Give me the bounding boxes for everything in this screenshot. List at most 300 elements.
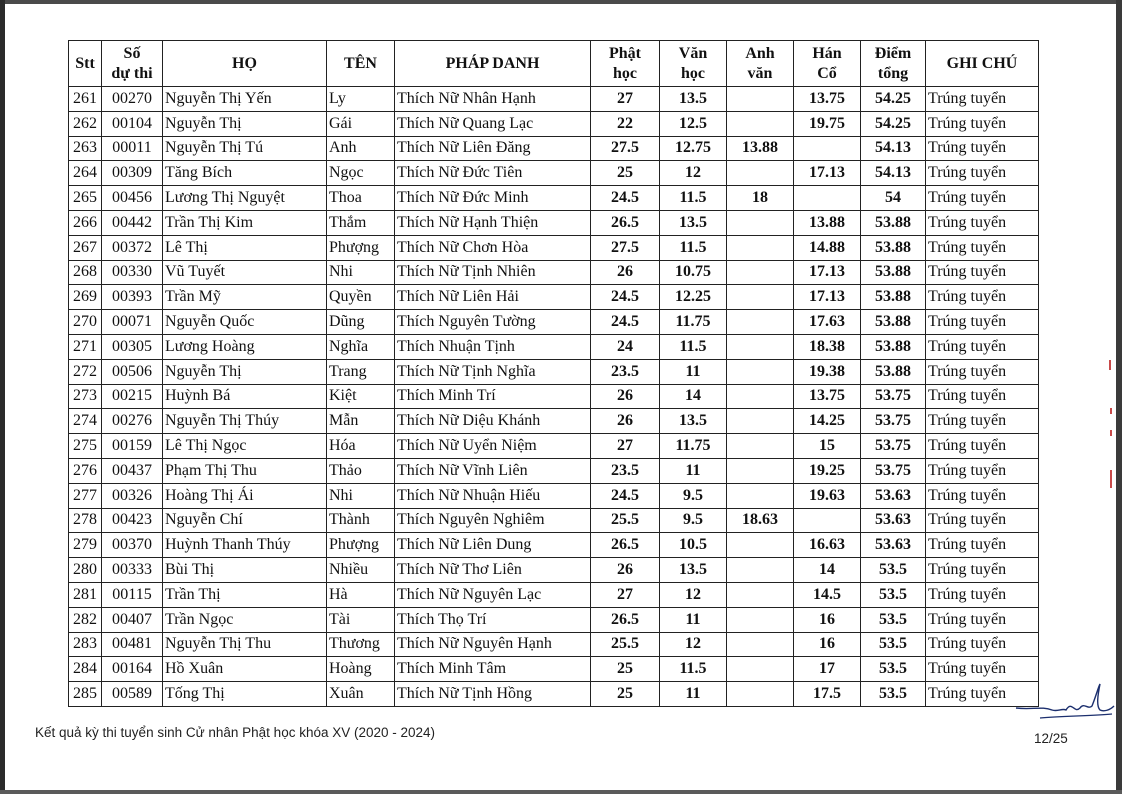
header-anh-van bbox=[727, 41, 794, 87]
cell-ten: Nhiều bbox=[327, 558, 395, 583]
cell-ho: Nguyễn Thị bbox=[163, 111, 327, 136]
cell-ghi-chu: Trúng tuyển bbox=[926, 458, 1039, 483]
cell-diem-tong: 54 bbox=[861, 186, 926, 211]
cell-van-hoc: 9.5 bbox=[660, 483, 727, 508]
cell-stt: 265 bbox=[69, 186, 102, 211]
cell-ho: Nguyễn Chí bbox=[163, 508, 327, 533]
cell-ghi-chu: Trúng tuyển bbox=[926, 186, 1039, 211]
cell-stt: 263 bbox=[69, 136, 102, 161]
cell-phap-danh: Thích Nữ Nguyên Lạc bbox=[395, 582, 591, 607]
cell-han-co: 18.38 bbox=[794, 334, 861, 359]
cell-ho: Hồ Xuân bbox=[163, 657, 327, 682]
cell-anh-van bbox=[727, 458, 794, 483]
cell-so-du-thi: 00104 bbox=[102, 111, 163, 136]
cell-han-co: 17 bbox=[794, 657, 861, 682]
cell-ghi-chu: Trúng tuyển bbox=[926, 235, 1039, 260]
cell-diem-tong: 54.13 bbox=[861, 161, 926, 186]
cell-ho: Trần Ngọc bbox=[163, 607, 327, 632]
cell-diem-tong: 53.63 bbox=[861, 533, 926, 558]
header-han-co bbox=[794, 41, 861, 87]
table-row bbox=[69, 186, 1039, 211]
cell-ten: Kiệt bbox=[327, 384, 395, 409]
cell-phat-hoc: 24.5 bbox=[591, 186, 660, 211]
cell-ten: Tài bbox=[327, 607, 395, 632]
table-header bbox=[69, 41, 1039, 87]
cell-han-co: 19.25 bbox=[794, 458, 861, 483]
cell-phap-danh: Thích Nữ Tịnh Nghĩa bbox=[395, 359, 591, 384]
header-stt-label: Stt bbox=[75, 54, 95, 72]
cell-han-co bbox=[794, 508, 861, 533]
cell-stt: 267 bbox=[69, 235, 102, 260]
cell-anh-van bbox=[727, 285, 794, 310]
header-phap-danh-label: PHÁP DANH bbox=[445, 54, 540, 72]
cell-anh-van: 18.63 bbox=[727, 508, 794, 533]
cell-phat-hoc: 26.5 bbox=[591, 533, 660, 558]
cell-ten: Ngọc bbox=[327, 161, 395, 186]
cell-van-hoc: 10.75 bbox=[660, 260, 727, 285]
cell-ho: Tăng Bích bbox=[163, 161, 327, 186]
cell-ten: Quyền bbox=[327, 285, 395, 310]
cell-so-du-thi: 00333 bbox=[102, 558, 163, 583]
cell-diem-tong: 53.75 bbox=[861, 458, 926, 483]
cell-phat-hoc: 25 bbox=[591, 657, 660, 682]
header-ten bbox=[327, 41, 395, 87]
table-row bbox=[69, 409, 1039, 434]
header-han-co-line1: Hán bbox=[812, 44, 842, 62]
cell-phap-danh: Thích Nữ Tịnh Nhiên bbox=[395, 260, 591, 285]
cell-phat-hoc: 27.5 bbox=[591, 235, 660, 260]
cell-ten: Anh bbox=[327, 136, 395, 161]
cell-so-du-thi: 00305 bbox=[102, 334, 163, 359]
header-ghi-chu bbox=[926, 41, 1039, 87]
cell-han-co: 14.25 bbox=[794, 409, 861, 434]
cell-so-du-thi: 00071 bbox=[102, 310, 163, 335]
cell-ho: Lương Hoàng bbox=[163, 334, 327, 359]
cell-phat-hoc: 25 bbox=[591, 682, 660, 707]
table-row bbox=[69, 682, 1039, 707]
cell-phap-danh: Thích Nữ Liên Dung bbox=[395, 533, 591, 558]
cell-ghi-chu: Trúng tuyển bbox=[926, 682, 1039, 707]
cell-ho: Bùi Thị bbox=[163, 558, 327, 583]
cell-diem-tong: 53.75 bbox=[861, 434, 926, 459]
cell-phap-danh: Thích Minh Tâm bbox=[395, 657, 591, 682]
cell-van-hoc: 12.5 bbox=[660, 111, 727, 136]
cell-han-co: 17.5 bbox=[794, 682, 861, 707]
cell-han-co: 13.88 bbox=[794, 210, 861, 235]
cell-ghi-chu: Trúng tuyển bbox=[926, 111, 1039, 136]
cell-ghi-chu: Trúng tuyển bbox=[926, 87, 1039, 112]
cell-ho: Lê Thị Ngọc bbox=[163, 434, 327, 459]
cell-ten: Thành bbox=[327, 508, 395, 533]
cell-so-du-thi: 00370 bbox=[102, 533, 163, 558]
cell-ten: Dũng bbox=[327, 310, 395, 335]
cell-phap-danh: Thích Nữ Liên Đăng bbox=[395, 136, 591, 161]
cell-anh-van bbox=[727, 483, 794, 508]
cell-anh-van: 13.88 bbox=[727, 136, 794, 161]
cell-so-du-thi: 00372 bbox=[102, 235, 163, 260]
header-stt bbox=[69, 41, 102, 87]
cell-phat-hoc: 26 bbox=[591, 409, 660, 434]
cell-diem-tong: 53.5 bbox=[861, 657, 926, 682]
cell-van-hoc: 12.25 bbox=[660, 285, 727, 310]
cell-han-co: 19.75 bbox=[794, 111, 861, 136]
cell-anh-van bbox=[727, 334, 794, 359]
cell-phat-hoc: 27 bbox=[591, 87, 660, 112]
cell-diem-tong: 53.63 bbox=[861, 508, 926, 533]
cell-stt: 266 bbox=[69, 210, 102, 235]
cell-phat-hoc: 27 bbox=[591, 582, 660, 607]
cell-ho: Phạm Thị Thu bbox=[163, 458, 327, 483]
cell-ho: Huỳnh Thanh Thúy bbox=[163, 533, 327, 558]
cell-ghi-chu: Trúng tuyển bbox=[926, 136, 1039, 161]
table-row bbox=[69, 508, 1039, 533]
cell-stt: 273 bbox=[69, 384, 102, 409]
cell-van-hoc: 12 bbox=[660, 632, 727, 657]
header-han-co-line2: Cổ bbox=[817, 64, 837, 82]
cell-ten: Xuân bbox=[327, 682, 395, 707]
cell-van-hoc: 13.5 bbox=[660, 558, 727, 583]
cell-diem-tong: 53.88 bbox=[861, 235, 926, 260]
table-row bbox=[69, 334, 1039, 359]
header-anh-van-line1: Anh bbox=[745, 44, 775, 62]
cell-diem-tong: 53.88 bbox=[861, 285, 926, 310]
cell-phap-danh: Thích Nữ Tịnh Hồng bbox=[395, 682, 591, 707]
table-row bbox=[69, 359, 1039, 384]
cell-van-hoc: 11 bbox=[660, 682, 727, 707]
cell-phat-hoc: 25 bbox=[591, 161, 660, 186]
cell-phat-hoc: 24.5 bbox=[591, 483, 660, 508]
cell-phap-danh: Thích Minh Trí bbox=[395, 384, 591, 409]
scan-edge-bottom bbox=[0, 790, 1122, 794]
cell-so-du-thi: 00437 bbox=[102, 458, 163, 483]
cell-van-hoc: 12 bbox=[660, 582, 727, 607]
header-van-hoc bbox=[660, 41, 727, 87]
table-row bbox=[69, 632, 1039, 657]
header-ho-label: HỌ bbox=[232, 54, 257, 72]
cell-phat-hoc: 26.5 bbox=[591, 210, 660, 235]
cell-phat-hoc: 23.5 bbox=[591, 359, 660, 384]
cell-phap-danh: Thích Nữ Chơn Hòa bbox=[395, 235, 591, 260]
header-ten-label: TÊN bbox=[344, 54, 377, 72]
margin-stamp-marks bbox=[1106, 360, 1116, 500]
cell-ho: Trần Thị bbox=[163, 582, 327, 607]
cell-so-du-thi: 00115 bbox=[102, 582, 163, 607]
cell-anh-van bbox=[727, 359, 794, 384]
cell-han-co: 19.63 bbox=[794, 483, 861, 508]
header-phat-hoc-line1: Phật bbox=[609, 44, 641, 62]
cell-diem-tong: 53.88 bbox=[861, 310, 926, 335]
cell-so-du-thi: 00330 bbox=[102, 260, 163, 285]
cell-diem-tong: 53.5 bbox=[861, 682, 926, 707]
cell-so-du-thi: 00506 bbox=[102, 359, 163, 384]
header-van-hoc-line1: Văn bbox=[678, 44, 708, 62]
cell-anh-van bbox=[727, 235, 794, 260]
cell-han-co: 13.75 bbox=[794, 87, 861, 112]
cell-ghi-chu: Trúng tuyển bbox=[926, 334, 1039, 359]
cell-ho: Vũ Tuyết bbox=[163, 260, 327, 285]
cell-anh-van bbox=[727, 558, 794, 583]
cell-ten: Ly bbox=[327, 87, 395, 112]
page-number: 12/25 bbox=[1034, 731, 1068, 746]
header-so-du-thi-line1: Số bbox=[123, 44, 141, 62]
cell-phat-hoc: 26 bbox=[591, 558, 660, 583]
cell-stt: 270 bbox=[69, 310, 102, 335]
cell-ghi-chu: Trúng tuyển bbox=[926, 607, 1039, 632]
header-phap-danh bbox=[395, 41, 591, 87]
cell-ho: Hoàng Thị Ái bbox=[163, 483, 327, 508]
cell-van-hoc: 11.75 bbox=[660, 434, 727, 459]
table-row bbox=[69, 260, 1039, 285]
cell-han-co: 14 bbox=[794, 558, 861, 583]
cell-ghi-chu: Trúng tuyển bbox=[926, 508, 1039, 533]
cell-phap-danh: Thích Nhuận Tịnh bbox=[395, 334, 591, 359]
cell-ten: Hoàng bbox=[327, 657, 395, 682]
cell-diem-tong: 54.25 bbox=[861, 111, 926, 136]
cell-stt: 269 bbox=[69, 285, 102, 310]
cell-anh-van bbox=[727, 111, 794, 136]
cell-van-hoc: 12 bbox=[660, 161, 727, 186]
cell-ghi-chu: Trúng tuyển bbox=[926, 359, 1039, 384]
cell-van-hoc: 12.75 bbox=[660, 136, 727, 161]
header-diem-tong-line2: tổng bbox=[877, 64, 909, 82]
cell-stt: 279 bbox=[69, 533, 102, 558]
header-anh-van-line2: văn bbox=[747, 64, 773, 82]
header-so-du-thi-line2: dự thi bbox=[111, 64, 153, 82]
cell-ten: Thoa bbox=[327, 186, 395, 211]
cell-anh-van bbox=[727, 260, 794, 285]
cell-stt: 278 bbox=[69, 508, 102, 533]
cell-so-du-thi: 00309 bbox=[102, 161, 163, 186]
cell-phat-hoc: 26.5 bbox=[591, 607, 660, 632]
cell-han-co: 15 bbox=[794, 434, 861, 459]
cell-phap-danh: Thích Nữ Quang Lạc bbox=[395, 111, 591, 136]
cell-van-hoc: 11 bbox=[660, 359, 727, 384]
cell-ten: Nghĩa bbox=[327, 334, 395, 359]
cell-stt: 283 bbox=[69, 632, 102, 657]
cell-ten: Gái bbox=[327, 111, 395, 136]
cell-ghi-chu: Trúng tuyển bbox=[926, 657, 1039, 682]
cell-ho: Trần Thị Kim bbox=[163, 210, 327, 235]
cell-so-du-thi: 00423 bbox=[102, 508, 163, 533]
table-row bbox=[69, 558, 1039, 583]
table-row bbox=[69, 111, 1039, 136]
header-ghi-chu-label: GHI CHÚ bbox=[946, 54, 1018, 72]
cell-han-co bbox=[794, 186, 861, 211]
cell-han-co: 16 bbox=[794, 632, 861, 657]
cell-anh-van bbox=[727, 87, 794, 112]
cell-ten: Mẫn bbox=[327, 409, 395, 434]
cell-so-du-thi: 00442 bbox=[102, 210, 163, 235]
cell-phap-danh: Thích Nguyên Tường bbox=[395, 310, 591, 335]
cell-stt: 281 bbox=[69, 582, 102, 607]
cell-anh-van bbox=[727, 409, 794, 434]
cell-van-hoc: 11.5 bbox=[660, 657, 727, 682]
cell-diem-tong: 53.88 bbox=[861, 334, 926, 359]
table-row bbox=[69, 434, 1039, 459]
cell-han-co: 16 bbox=[794, 607, 861, 632]
cell-stt: 272 bbox=[69, 359, 102, 384]
cell-phap-danh: Thích Nữ Liên Hải bbox=[395, 285, 591, 310]
cell-anh-van bbox=[727, 533, 794, 558]
cell-diem-tong: 53.63 bbox=[861, 483, 926, 508]
cell-van-hoc: 13.5 bbox=[660, 409, 727, 434]
header-diem-tong bbox=[861, 41, 926, 87]
scan-edge-right bbox=[1116, 0, 1122, 794]
header-diem-tong-line1: Điểm bbox=[874, 44, 912, 62]
cell-ten: Hà bbox=[327, 582, 395, 607]
cell-diem-tong: 53.5 bbox=[861, 632, 926, 657]
cell-ho: Lương Thị Nguyệt bbox=[163, 186, 327, 211]
cell-phap-danh: Thích Nữ Đức Minh bbox=[395, 186, 591, 211]
header-phat-hoc bbox=[591, 41, 660, 87]
scan-edge-left bbox=[0, 0, 5, 794]
cell-phap-danh: Thích Nữ Vĩnh Liên bbox=[395, 458, 591, 483]
cell-ghi-chu: Trúng tuyển bbox=[926, 409, 1039, 434]
cell-ghi-chu: Trúng tuyển bbox=[926, 384, 1039, 409]
cell-ho: Tống Thị bbox=[163, 682, 327, 707]
cell-diem-tong: 53.88 bbox=[861, 260, 926, 285]
cell-so-du-thi: 00011 bbox=[102, 136, 163, 161]
cell-stt: 284 bbox=[69, 657, 102, 682]
cell-han-co: 17.63 bbox=[794, 310, 861, 335]
table-body bbox=[69, 87, 1039, 707]
cell-han-co: 19.38 bbox=[794, 359, 861, 384]
cell-ghi-chu: Trúng tuyển bbox=[926, 310, 1039, 335]
header-phat-hoc-line2: học bbox=[613, 64, 637, 82]
cell-van-hoc: 13.5 bbox=[660, 87, 727, 112]
cell-phat-hoc: 22 bbox=[591, 111, 660, 136]
cell-han-co: 14.5 bbox=[794, 582, 861, 607]
cell-anh-van bbox=[727, 582, 794, 607]
cell-van-hoc: 11 bbox=[660, 607, 727, 632]
header-van-hoc-line2: học bbox=[681, 64, 705, 82]
cell-anh-van: 18 bbox=[727, 186, 794, 211]
cell-van-hoc: 13.5 bbox=[660, 210, 727, 235]
cell-stt: 261 bbox=[69, 87, 102, 112]
header-ho bbox=[163, 41, 327, 87]
cell-van-hoc: 9.5 bbox=[660, 508, 727, 533]
cell-diem-tong: 54.13 bbox=[861, 136, 926, 161]
cell-so-du-thi: 00326 bbox=[102, 483, 163, 508]
cell-stt: 285 bbox=[69, 682, 102, 707]
cell-phap-danh: Thích Nữ Hạnh Thiện bbox=[395, 210, 591, 235]
cell-phap-danh: Thích Thọ Trí bbox=[395, 607, 591, 632]
cell-so-du-thi: 00481 bbox=[102, 632, 163, 657]
cell-so-du-thi: 00456 bbox=[102, 186, 163, 211]
cell-van-hoc: 11.5 bbox=[660, 186, 727, 211]
cell-han-co: 17.13 bbox=[794, 161, 861, 186]
table-row bbox=[69, 136, 1039, 161]
cell-phap-danh: Thích Nữ Uyển Niệm bbox=[395, 434, 591, 459]
cell-ho: Nguyễn Thị bbox=[163, 359, 327, 384]
cell-anh-van bbox=[727, 607, 794, 632]
cell-diem-tong: 53.88 bbox=[861, 210, 926, 235]
cell-van-hoc: 11.5 bbox=[660, 235, 727, 260]
cell-phap-danh: Thích Nữ Nguyên Hạnh bbox=[395, 632, 591, 657]
cell-phat-hoc: 25.5 bbox=[591, 508, 660, 533]
table-row bbox=[69, 87, 1039, 112]
cell-so-du-thi: 00159 bbox=[102, 434, 163, 459]
cell-anh-van bbox=[727, 310, 794, 335]
cell-phat-hoc: 24 bbox=[591, 334, 660, 359]
cell-ghi-chu: Trúng tuyển bbox=[926, 582, 1039, 607]
cell-so-du-thi: 00276 bbox=[102, 409, 163, 434]
cell-ten: Thắm bbox=[327, 210, 395, 235]
cell-phat-hoc: 27.5 bbox=[591, 136, 660, 161]
cell-anh-van bbox=[727, 161, 794, 186]
cell-van-hoc: 11.75 bbox=[660, 310, 727, 335]
table-row bbox=[69, 384, 1039, 409]
cell-ho: Nguyễn Quốc bbox=[163, 310, 327, 335]
cell-ghi-chu: Trúng tuyển bbox=[926, 632, 1039, 657]
cell-stt: 280 bbox=[69, 558, 102, 583]
table-row bbox=[69, 161, 1039, 186]
cell-diem-tong: 53.75 bbox=[861, 409, 926, 434]
cell-stt: 271 bbox=[69, 334, 102, 359]
cell-so-du-thi: 00589 bbox=[102, 682, 163, 707]
cell-ten: Thương bbox=[327, 632, 395, 657]
cell-ghi-chu: Trúng tuyển bbox=[926, 533, 1039, 558]
cell-anh-van bbox=[727, 657, 794, 682]
cell-phat-hoc: 27 bbox=[591, 434, 660, 459]
cell-ghi-chu: Trúng tuyển bbox=[926, 285, 1039, 310]
signature-mark bbox=[1012, 680, 1116, 722]
table-row bbox=[69, 285, 1039, 310]
cell-stt: 262 bbox=[69, 111, 102, 136]
cell-ho: Huỳnh Bá bbox=[163, 384, 327, 409]
header-so-du-thi bbox=[102, 41, 163, 87]
cell-ten: Phượng bbox=[327, 235, 395, 260]
cell-ten: Hóa bbox=[327, 434, 395, 459]
table-row bbox=[69, 310, 1039, 335]
cell-anh-van bbox=[727, 632, 794, 657]
cell-phap-danh: Thích Nữ Diệu Khánh bbox=[395, 409, 591, 434]
cell-stt: 268 bbox=[69, 260, 102, 285]
cell-ho: Nguyễn Thị Tú bbox=[163, 136, 327, 161]
cell-stt: 276 bbox=[69, 458, 102, 483]
cell-phat-hoc: 23.5 bbox=[591, 458, 660, 483]
cell-anh-van bbox=[727, 682, 794, 707]
table-row bbox=[69, 657, 1039, 682]
cell-ho: Nguyễn Thị Thu bbox=[163, 632, 327, 657]
cell-ten: Thảo bbox=[327, 458, 395, 483]
cell-han-co: 17.13 bbox=[794, 260, 861, 285]
header-row bbox=[69, 41, 1039, 87]
cell-so-du-thi: 00164 bbox=[102, 657, 163, 682]
cell-anh-van bbox=[727, 434, 794, 459]
footer-title: Kết quả kỳ thi tuyển sinh Cử nhân Phật học khóa XV (2020 - 2024) bbox=[35, 725, 436, 740]
cell-so-du-thi: 00407 bbox=[102, 607, 163, 632]
cell-diem-tong: 53.5 bbox=[861, 582, 926, 607]
cell-ho: Nguyễn Thị Thúy bbox=[163, 409, 327, 434]
cell-so-du-thi: 00393 bbox=[102, 285, 163, 310]
cell-diem-tong: 53.75 bbox=[861, 384, 926, 409]
cell-ten: Trang bbox=[327, 359, 395, 384]
cell-ghi-chu: Trúng tuyển bbox=[926, 558, 1039, 583]
table-row bbox=[69, 210, 1039, 235]
scan-edge-top bbox=[0, 0, 1122, 4]
table-row bbox=[69, 483, 1039, 508]
cell-han-co: 14.88 bbox=[794, 235, 861, 260]
cell-phap-danh: Thích Nữ Nhuận Hiếu bbox=[395, 483, 591, 508]
cell-van-hoc: 11.5 bbox=[660, 334, 727, 359]
cell-van-hoc: 10.5 bbox=[660, 533, 727, 558]
cell-ten: Phượng bbox=[327, 533, 395, 558]
cell-so-du-thi: 00215 bbox=[102, 384, 163, 409]
cell-han-co: 13.75 bbox=[794, 384, 861, 409]
cell-diem-tong: 54.25 bbox=[861, 87, 926, 112]
cell-van-hoc: 11 bbox=[660, 458, 727, 483]
